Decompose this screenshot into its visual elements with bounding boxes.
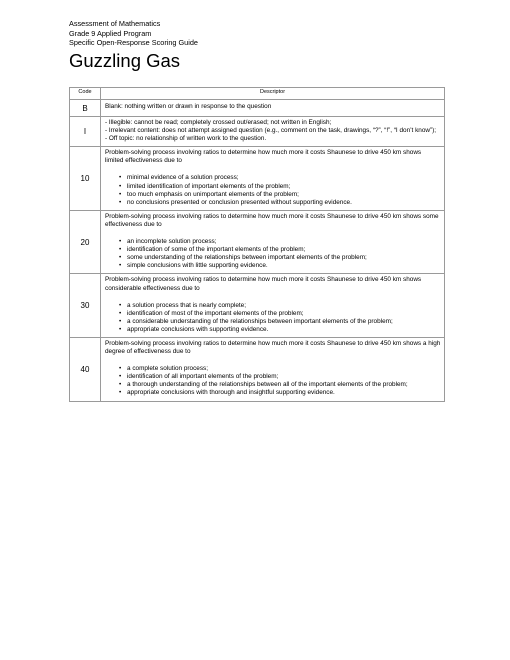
score-code: I: [70, 117, 101, 147]
descriptor-intro: Problem-solving process involving ratios to determine how much more it costs Shaunese to drive 450 km shows limited effectiveness due to: [105, 149, 422, 165]
descriptor-cell: [101, 337, 445, 401]
criteria-list: [105, 302, 441, 334]
descriptor-cell: [101, 210, 445, 274]
descriptor-cell: [101, 117, 445, 147]
document-header: [69, 19, 198, 72]
criteria-item: • a considerable understanding of the relationships between important elements of the problem;: [127, 318, 441, 326]
descriptor-text: Blank: nothing written or drawn in response to the question: [105, 103, 272, 111]
descriptor-cell: [101, 147, 445, 211]
guide-line: Specific Open-Response Scoring Guide: [69, 38, 198, 47]
criteria-item: • an incomplete solution process;: [127, 238, 441, 246]
descriptor-cell: [101, 274, 445, 338]
page-title: Guzzling Gas: [69, 49, 181, 71]
illegible-line: - Illegible: cannot be read; completely crossed out/erased; not written in English;: [105, 119, 332, 126]
criteria-item: • a solution process that is nearly complete;: [127, 302, 441, 310]
criteria-item: • minimal evidence of a solution process;: [127, 174, 441, 182]
criteria-item: • too much emphasis on unimportant elements of the problem;: [127, 191, 441, 199]
table-row: [70, 274, 445, 338]
descriptor-cell: [101, 100, 445, 117]
descriptor-intro: Problem-solving process involving ratios to determine how much more it costs Shaunese to drive 450 km shows considerable effectiveness due to: [105, 276, 422, 292]
assessment-line: Assessment of Mathematics: [69, 19, 161, 28]
criteria-item: • appropriate conclusions with supporting evidence.: [127, 326, 441, 334]
table-header-row: [70, 88, 445, 100]
criteria-item: • appropriate conclusions with thorough and insightful supporting evidence.: [127, 389, 441, 397]
off-topic-line: - Off topic: no relationship of written work to the question.: [105, 135, 267, 143]
scoring-table: [69, 87, 445, 402]
descriptor-intro: Problem-solving process involving ratios to determine how much more it costs Shaunese to drive 450 km shows some effectiveness due to: [105, 212, 439, 228]
irrelevant-line: - Irrelevant content: does not attempt assigned question (e.g., comment on the task, drawings, “?”, “!”, “I don’t know”);: [105, 127, 437, 135]
criteria-item: • a thorough understanding of the relationships between all of the important elements of the problem;: [127, 381, 441, 389]
table-row: [70, 147, 445, 211]
criteria-item: • a complete solution process;: [127, 365, 441, 373]
criteria-item: • identification of most of the important elements of the problem;: [127, 310, 441, 318]
descriptor-intro: Problem-solving process involving ratios to determine how much more it costs Shaunese to drive 450 km shows a high degree of effectiveness due to: [105, 339, 441, 356]
table-row: [70, 100, 445, 117]
score-code: 10: [70, 147, 101, 211]
criteria-item: • some understanding of the relationships between important elements of the problem;: [127, 254, 441, 262]
criteria-list: [105, 238, 441, 270]
score-code: 20: [70, 210, 101, 274]
criteria-item: • limited identification of important elements of the problem;: [127, 183, 441, 191]
score-code: 30: [70, 274, 101, 338]
criteria-item: • no conclusions presented or conclusion presented without supporting evidence.: [127, 199, 441, 207]
table-row: [70, 337, 445, 401]
code-column-header: Code: [70, 88, 101, 100]
criteria-item: • identification of all important elements of the problem;: [127, 373, 441, 381]
descriptor-column-header: Descriptor: [101, 88, 445, 100]
criteria-list: [105, 174, 441, 206]
criteria-list: [105, 365, 441, 397]
criteria-item: • identification of some of the important elements of the problem;: [127, 246, 441, 254]
criteria-item: • simple conclusions with little supporting evidence.: [127, 262, 441, 270]
score-code: B: [70, 100, 101, 117]
table-row: [70, 210, 445, 274]
score-code: 40: [70, 337, 101, 401]
grade-line: Grade 9 Applied Program: [69, 28, 152, 38]
table-row: [70, 117, 445, 147]
